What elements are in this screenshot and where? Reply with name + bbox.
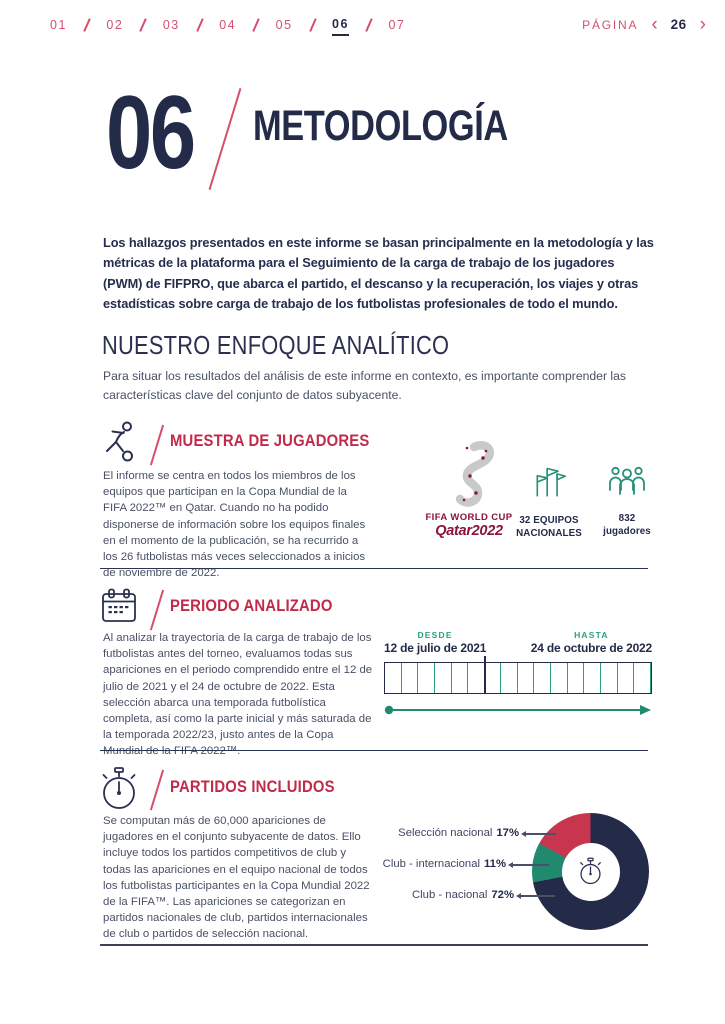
stat-players-label: jugadores: [603, 526, 651, 538]
nav-chapter-07[interactable]: 07: [388, 17, 406, 32]
players-group-icon: [594, 454, 660, 500]
timeline-month-cell: [402, 663, 419, 693]
analytic-paragraph: Para situar los resultados del análisis de este informe en contexto, es importante comprender las características clave del conjunto de datos subyacente.: [103, 369, 626, 402]
timeline-month-cell: [568, 663, 585, 693]
timeline-from-label: DESDE: [417, 630, 453, 640]
page-pager: [582, 15, 708, 34]
section-divider: [100, 750, 648, 751]
section-title-partidos: PARTIDOS INCLUIDOS: [170, 778, 335, 796]
logo-text-line2: Qatar2022: [435, 523, 503, 539]
logo-text-line1: FIFA WORLD CUP: [425, 512, 513, 523]
donut-label-pct: 11%: [484, 858, 506, 870]
stopwatch-icon: [97, 766, 141, 812]
timeline-ruler: [384, 662, 652, 694]
section-slash: [150, 590, 164, 631]
analytic-heading: NUESTRO ENFOQUE ANALÍTICO: [102, 330, 450, 360]
prev-page-icon[interactable]: ‹: [651, 14, 658, 35]
timeline-graphic: [384, 630, 652, 717]
donut-connector: [508, 862, 549, 868]
timeline-month-cell: [484, 663, 501, 693]
fifa-world-cup-logo: [421, 438, 517, 539]
section-title-periodo: PERIODO ANALIZADO: [170, 597, 333, 615]
slash-divider: [140, 18, 147, 31]
nav-chapter-04[interactable]: 04: [219, 17, 237, 32]
donut-label-seleccion: [347, 827, 519, 839]
section-body-muestra: El informe se centra en todos los miembros de los equipos que participan en la Copa Mundial de la FIFA 2022™ en Qatar. Cuando no ha podido disponerse de información sobre los equipos finales en el momento de la publicación, se ha recurrido a los 26 futbolistas más veces seleccionados a inicios de noviembre de 2022.: [103, 470, 366, 580]
timeline-month-cell: [601, 663, 618, 693]
bottom-rule: [100, 944, 648, 946]
chapter-nav: [50, 13, 405, 36]
timeline-month-cell: [634, 663, 651, 693]
stat-players-value: 832: [618, 513, 636, 524]
slash-divider: [196, 18, 203, 31]
donut-label-nacional: [342, 889, 514, 901]
title-slash: [209, 88, 242, 190]
timeline-month-cell: [435, 663, 452, 693]
section-slash: [150, 425, 164, 466]
pagina-label: PÁGINA: [582, 17, 639, 32]
donut-label-text: Club - nacional: [412, 889, 488, 901]
stopwatch-icon: [577, 857, 604, 886]
intro-paragraph: Los hallazgos presentados en este informe se basan principalmente en la metodología y las métricas de la plataforma para el Seguimiento de la carga de trabajo de los jugadores (PWM) de FIFPRO, que abarca el partido, el descanso y la recuperación, los viajes y otras estadísticas sobre carga de trabajo de los futbolistas profesionales de todo el mundo.: [103, 235, 654, 312]
timeline-month-cell: [468, 663, 484, 693]
chapter-number: 06: [106, 75, 194, 191]
slash-divider: [83, 18, 90, 31]
timeline-to: [531, 630, 652, 655]
timeline-to-label: HASTA: [574, 630, 609, 640]
timeline-month-cell: [551, 663, 568, 693]
slash-divider: [365, 18, 372, 31]
flags-icon: [516, 456, 582, 502]
donut-connector: [521, 831, 556, 837]
section-body-periodo: Al analizar la trayectoria de la carga de trabajo de los futbolistas antes del torneo, evaluamos todas sus apariciones en el periodo comprendido entre el 12 de julio de 2021 y el 24 de octubre de 2022. Esta selección abarca una temporada futbolística completa, así como la parte inicial y más saturada de la temporada 2022/23, justo antes de la Copa Mundial de la FIFA 2022™.: [103, 632, 373, 758]
nav-chapter-03[interactable]: 03: [162, 17, 180, 32]
timeline-month-cell: [618, 663, 635, 693]
stat-teams-label: NACIONALES: [516, 528, 582, 540]
timeline-from: [384, 630, 486, 655]
timeline-month-cell: [518, 663, 535, 693]
section-slash: [150, 770, 164, 811]
page-number: 26: [670, 17, 687, 32]
section-body-partidos: Se computan más de 60,000 apariciones de jugadores en el conjunto subyacente de datos. Ello incluye todos los partidos competitivos de club y todas las apariciones en el equipo nacional de todos los futbolistas participantes en la Copa Mundial 2022 de la FIFA™. Las apariciones se categorizan en partidos nacionales de club, partidos internacionales de club o partidos de selección nacional.: [103, 815, 370, 941]
stat-teams-value: 32 EQUIPOS: [519, 515, 579, 526]
timeline-year-divider: [484, 656, 486, 693]
nav-chapter-05[interactable]: 05: [275, 17, 293, 32]
slash-divider: [252, 18, 259, 31]
timeline-month-cell: [501, 663, 518, 693]
donut-connector: [516, 893, 555, 899]
timeline-to-date: 24 de octubre de 2022: [530, 641, 652, 655]
stat-players: [594, 454, 660, 538]
timeline-month-cell: [534, 663, 551, 693]
slash-divider: [309, 18, 316, 31]
header-pagination: [50, 13, 708, 36]
calendar-icon: [100, 586, 138, 626]
donut-label-text: Selección nacional: [398, 827, 493, 839]
timeline-month-cell: [385, 663, 402, 693]
next-page-icon[interactable]: ›: [699, 14, 706, 35]
timeline-from-date: 12 de julio de 2021: [384, 641, 487, 655]
stat-players-caption: [594, 512, 660, 538]
timeline-month-cell: [452, 663, 469, 693]
page-title: METODOLOGÍA: [253, 102, 508, 150]
stat-teams-caption: [516, 514, 582, 540]
donut-center: [562, 843, 620, 901]
donut-label-text: Club - internacional: [382, 858, 480, 870]
section-title-muestra: MUESTRA DE JUGADORES: [170, 432, 370, 450]
footballer-icon: [100, 420, 142, 466]
section-divider: [100, 568, 648, 569]
timeline-month-cell: [584, 663, 601, 693]
timeline-month-cell: [418, 663, 435, 693]
timeline-labels: [384, 630, 652, 655]
nav-chapter-02[interactable]: 02: [106, 17, 124, 32]
timeline-arrow: [384, 703, 652, 717]
nav-chapter-01[interactable]: 01: [50, 17, 67, 32]
donut-label-pct: 17%: [496, 827, 519, 839]
donut-label-pct: 72%: [491, 889, 514, 901]
donut-label-internacional: [334, 858, 506, 870]
stat-teams: [516, 456, 582, 540]
nav-chapter-06-active[interactable]: 06: [332, 13, 349, 36]
